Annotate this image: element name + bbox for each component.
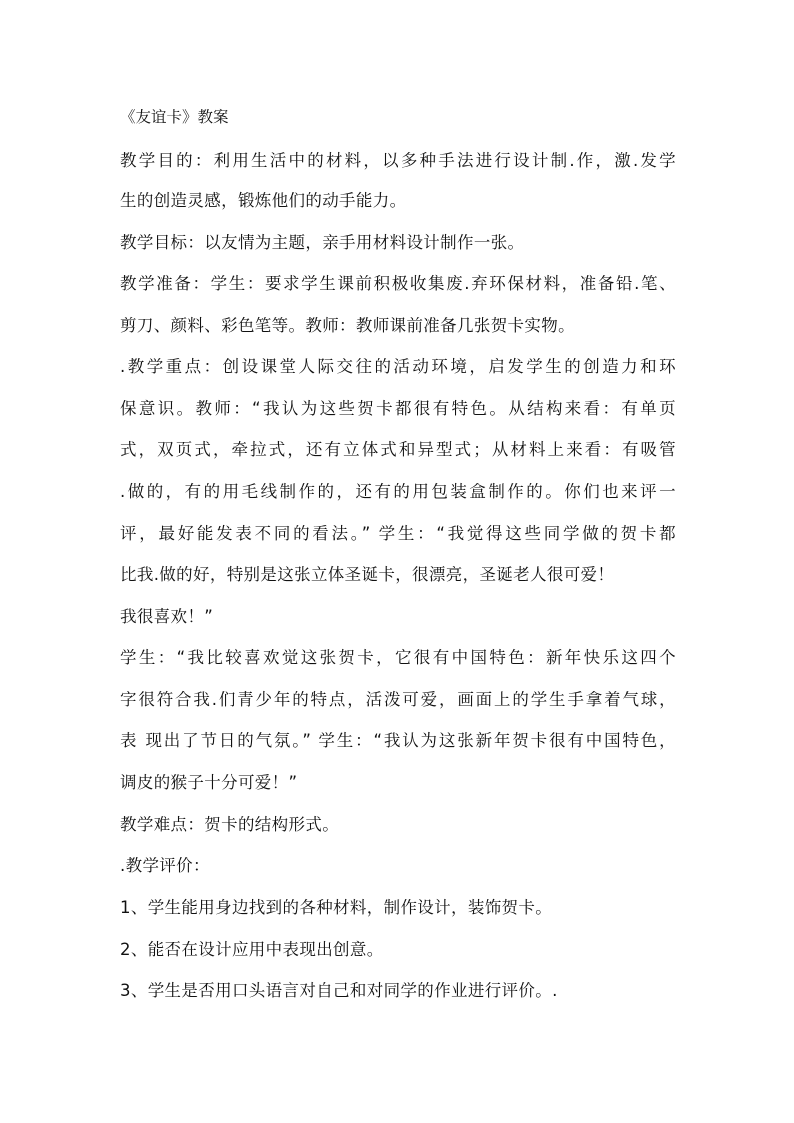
paragraph-line: 教学目的：利用生活中的材料，以多种手法进行设计制.作，激.发学: [120, 151, 676, 170]
paragraph-line: 调皮的猴子十分可爱！”: [120, 773, 298, 792]
paragraph-line: 剪刀、颜料、彩色笔等。教师：教师课前准备几张贺卡实物。: [120, 316, 575, 335]
paragraph-line: 保意识。教师：“我认为这些贺卡都很有特色。从结构来看：有单页: [120, 399, 676, 418]
paragraph-line: 我很喜欢！”: [120, 607, 214, 626]
paragraph-line: 生的创造灵感，锻炼他们的动手能力。: [120, 191, 407, 210]
paragraph-line: 学生：“我比较喜欢觉这张贺卡，它很有中国特色：新年快乐这四个: [120, 648, 676, 667]
paragraph-line: 教学目标：以友情为主题，亲手用材料设计制作一张。: [120, 233, 525, 252]
list-item: 3、学生是否用口头语言对自己和对同学的作业进行评价。.: [120, 981, 558, 1000]
paragraph-line: .做的，有的用毛线制作的，还有的用包装盒制作的。你们也来评一: [120, 482, 676, 501]
paragraph-line: 表 现出了节日的气氛。” 学生：“我认为这张新年贺卡很有中国特色，: [120, 731, 676, 750]
document-title: 《友谊卡》教案: [120, 108, 229, 126]
list-item: 1、学生能用身边找到的各种材料，制作设计，装饰贺卡。: [120, 898, 553, 917]
paragraph-line: 字很符合我.们青少年的特点，活泼可爱，画面上的学生手拿着气球，: [120, 690, 676, 709]
paragraph-line: 比我.做的好，特别是这张立体圣诞卡，很漂亮，圣诞老人很可爱！: [120, 565, 615, 584]
paragraph-line: .教学重点：创设课堂人际交往的活动环境，启发学生的创造力和环: [120, 357, 676, 376]
list-item: 2、能否在设计应用中表现出创意。: [120, 940, 384, 959]
paragraph-line: .教学评价：: [120, 856, 210, 875]
paragraph-line: 教学准备：学生：要求学生课前积极收集废.弃环保材料，准备铅.笔、: [120, 274, 676, 293]
paragraph-line: 评，最好能发表不同的看法。” 学生：“我觉得这些同学做的贺卡都: [120, 524, 676, 543]
paragraph-line: 式，双页式，牵拉式，还有立体式和异型式；从材料上来看：有吸管: [120, 440, 676, 459]
paragraph-line: 教学难点：贺卡的结构形式。: [120, 815, 340, 834]
